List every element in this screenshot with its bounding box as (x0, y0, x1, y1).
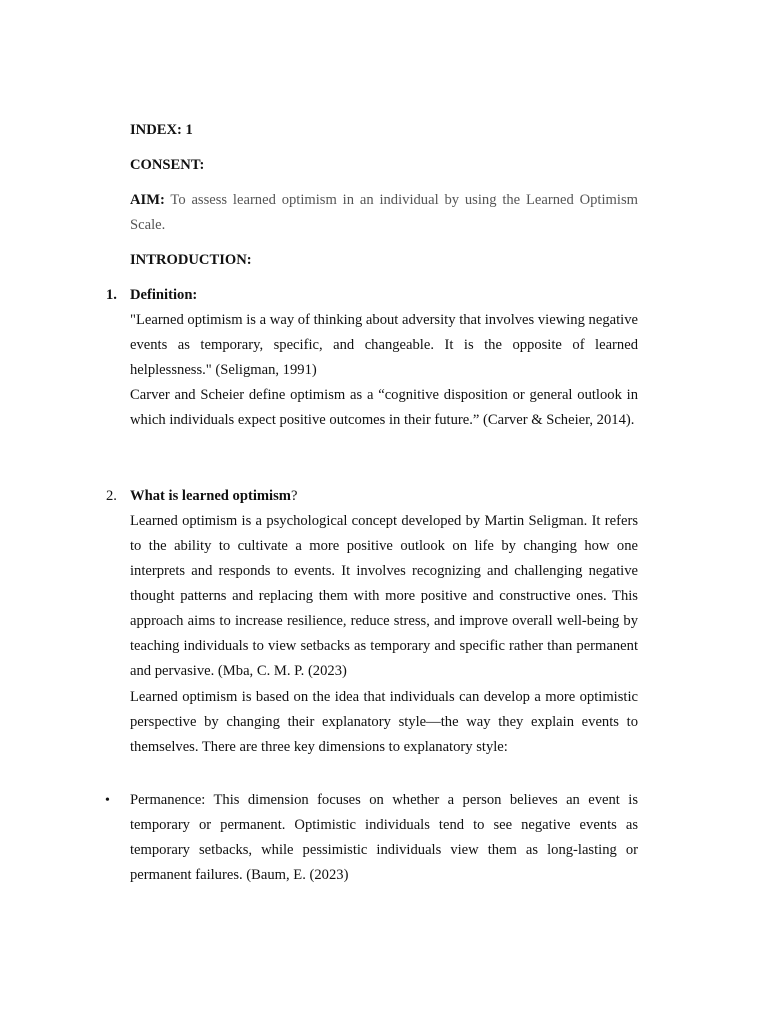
bullet-marker: • (105, 793, 110, 808)
section-2-title-question-mark: ? (290, 488, 298, 504)
section-2-paragraph-2: Learned optimism is based on the idea that individuals can develop a more optimistic perspective by changing their explanatory style—the way they explain events to themselves. There are three key dimensions to explanatory style: (130, 689, 638, 755)
section-2-title-text: What is learned optimism (130, 488, 291, 504)
aim-text: To assess learned optimism in an individual by using the Learned Optimism Scale. (130, 192, 638, 233)
section-2-number: 2. (106, 488, 117, 504)
aim-label: AIM: (130, 192, 165, 208)
section-2-title (130, 484, 638, 509)
section-1-paragraph-1: "Learned optimism is a way of thinking about adversity that involves viewing negative events as temporary, specific, and changeable. It is the opposite of learned helplessness." (Seligman, 1991) (130, 312, 638, 378)
bullet-item-permanence: Permanence: This dimension focuses on whether a person believes an event is temporary or permanent. Optimistic individuals tend to see negative events as temporary setbacks, while pessimistic individuals view them as long-lasting or permanent failures. (Baum, E. (2023) (130, 792, 638, 883)
section-1-title: Definition: (130, 287, 198, 303)
consent-heading: CONSENT: (130, 157, 205, 173)
index-heading: INDEX: 1 (130, 122, 193, 138)
section-1-number: 1. (106, 287, 117, 303)
aim-paragraph (130, 188, 638, 238)
section-2-paragraph-1: Learned optimism is a psychological concept developed by Martin Seligman. It refers to the ability to cultivate a more positive outlook on life by changing how one interprets and responds to events. It involves recognizing and challenging negative thought patterns and replacing them with more positive and constructive ones. This approach aims to increase resilience, reduce stress, and improve overall well-being by teaching individuals to view setbacks as temporary and specific rather than permanent and pervasive. (Mba, C. M. P. (2023) (130, 513, 638, 679)
introduction-heading: INTRODUCTION: (130, 252, 252, 268)
section-1-paragraph-2: Carver and Scheier define optimism as a “cognitive disposition or general outlook in which individuals expect positive outcomes in their future.” (Carver & Scheier, 2014). (130, 387, 638, 428)
